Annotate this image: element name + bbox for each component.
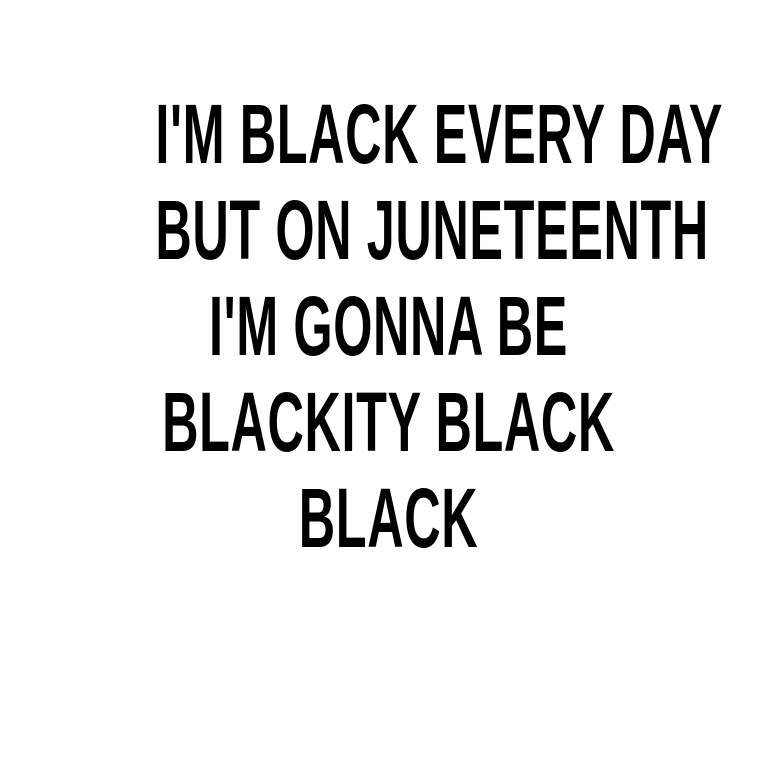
quote-text-block	[0, 86, 777, 566]
quote-line-1: I'M BLACK EVERY DAY	[155, 87, 724, 181]
quote-line-4: BLACKITY BLACK	[162, 375, 615, 469]
quote-line-3: I'M GONNA BE	[209, 279, 568, 373]
quote-line-5: BLACK	[298, 471, 479, 565]
quote-line-2: BUT ON JUNETEENTH	[155, 183, 709, 277]
